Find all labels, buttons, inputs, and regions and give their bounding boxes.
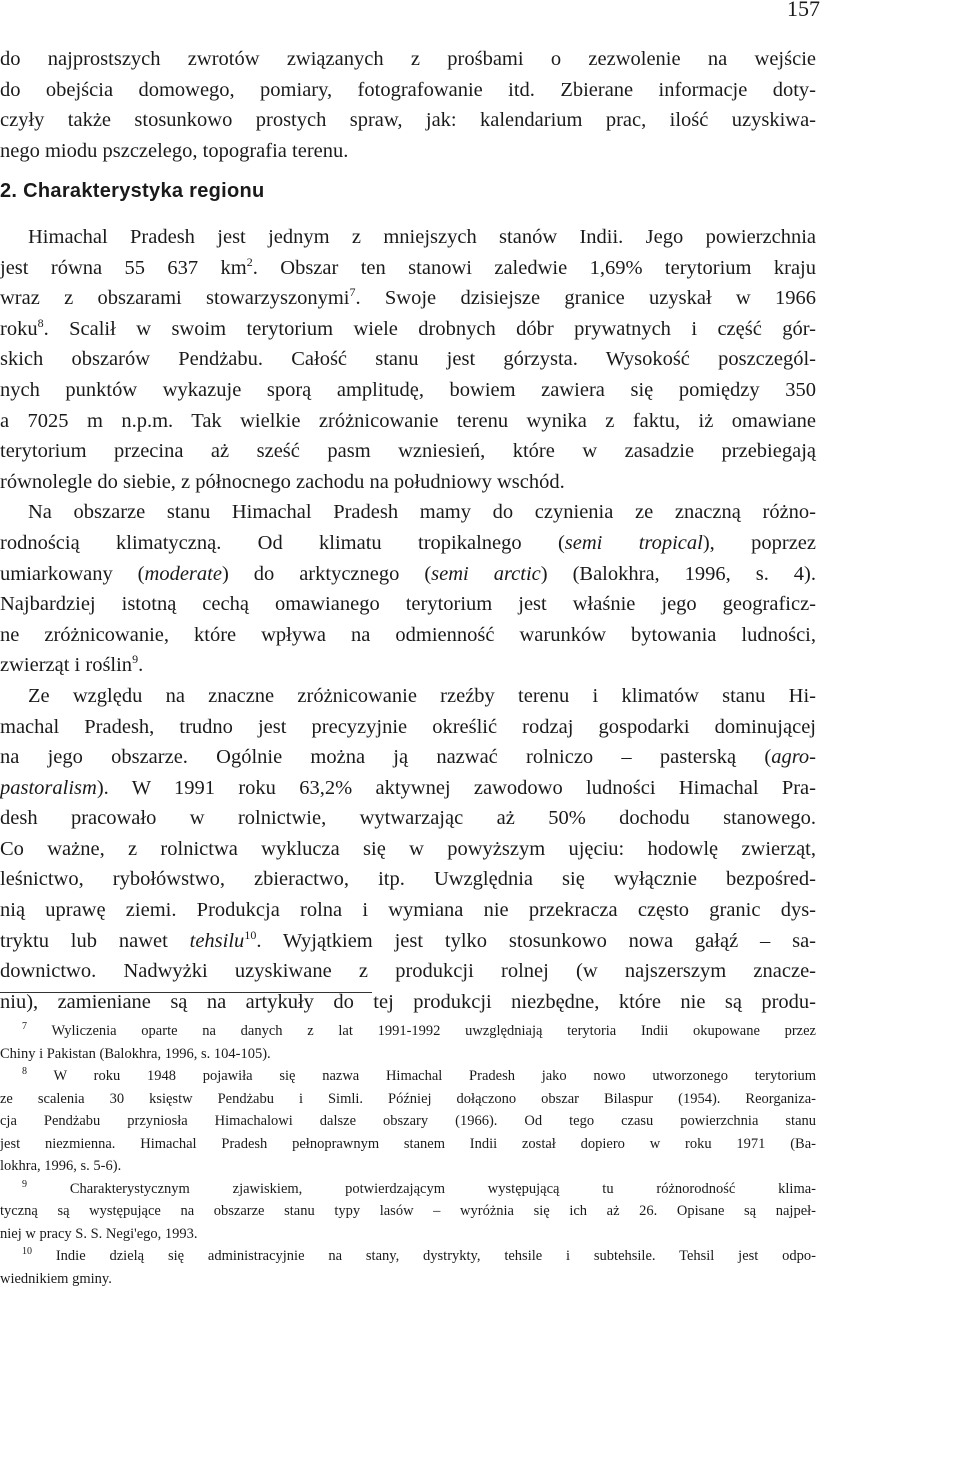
text-line: na jego obszarze. Ogólnie można ją nazwać rolniczo – pasterską (agro-: [0, 746, 816, 769]
footnote-ref: 9: [132, 652, 139, 667]
text-line: Co ważne, z rolnictwa wyklucza się w powyższym ujęciu: hodowlę zwierząt,: [0, 837, 816, 860]
page-number: 157: [787, 0, 820, 21]
text-line: zwierząt i roślin$^9$.: [0, 652, 144, 677]
text-line: pastoralism). W 1991 roku 63,2% aktywnej zawodowo ludności Himachal Pra-: [0, 776, 816, 799]
text-line: do obejścia domowego, pomiary, fotografowanie itd. Zbierane informacje doty-: [0, 78, 816, 101]
text-line: niej w pracy S. S. Negi'ego, 1993.: [0, 1225, 198, 1242]
text-line: skich obszarów Pendżabu. Całość stanu jest górzysta. Wysokość poszczegól-: [0, 348, 816, 371]
text-line: niu), zamieniane są na artykuły do tej produkcji niezbędne, które nie są produ-: [0, 990, 816, 1013]
text-line: czyły także stosunkowo prostych spraw, jak: kalendarium prac, ilość uzyskiwa-: [0, 109, 816, 132]
text-line: nego miodu pszczelego, topografia terenu.: [0, 139, 349, 162]
text-line: wiednikiem gminy.: [0, 1270, 112, 1287]
section-heading: 2. Charakterystyka regionu: [0, 180, 265, 202]
text-line: downictwo. Nadwyżki uzyskiwane z produkcji rolnej (w najszerszym znacze-: [0, 960, 816, 983]
footnote-9: $^9$ Charakterystycznym zjawiskiem, potwierdzającym występującą tu różnorodność klima-: [22, 1178, 816, 1197]
text-line: do najprostszych zwrotów związanych z prośbami o zezwolenie na wejście: [0, 48, 816, 70]
text-line: tryktu lub nawet tehsilu$^{10}$. Wyjątkiem jest tylko stosunkowo nowa gałąź – sa-: [0, 927, 816, 952]
footnote-10: $^{10}$ Indie dzielą się administracyjnie na stany, dystrykty, tehsile i subtehsile. Tehsil jest odpo-: [22, 1246, 816, 1264]
intro-paragraph: [0, 44, 816, 166]
text-line: jest równa 55 637 $km^2$. Obszar ten stanowi zaledwie 1,69% terytorium kraju: [0, 254, 816, 279]
text-line: wraz z obszarami stowarzyszonymi$^7$. Swoje dzisiejsze granice uzyskał w 1966: [0, 285, 817, 310]
footnote-divider: [0, 992, 372, 993]
text-line: leśnictwo, rybołówstwo, zbieractwo, itp. Uwzględnia się wyłącznie bezpośred-: [0, 868, 816, 891]
text-line: rodnością klimatyczną. Od klimatu tropikalnego (semi tropical), poprzez: [0, 531, 816, 554]
text-line: desh pracowało w rolnictwie, wytwarzając aż 50% dochodu stanowego.: [0, 807, 816, 830]
footnote-ref: 10: [244, 927, 257, 942]
text-line: nią uprawę ziemi. Produkcja rolna i wymiana nie przekracza często granic dys-: [0, 899, 816, 922]
text-line: Najbardziej istotną cechą omawianego terytorium jest właśnie jego geograficz-: [0, 593, 816, 616]
text-line: Himachal Pradesh jest jednym z mniejszych stanów Indii. Jego powierzchnia: [28, 226, 816, 248]
text-line: cja Pendżabu przyniosła Himachalowi dalsze obszary (1966). Od tego czasu powierzchnia stanu: [0, 1113, 816, 1129]
text-line: umiarkowany (moderate) do arktycznego (semi arctic) (Balokhra, 1996, s. 4).: [0, 562, 816, 585]
text-line: nych punktów wykazuje sporą amplitudę, bowiem zawiera się pomiędzy 350: [0, 378, 816, 401]
text-line: Chiny i Pakistan (Balokhra, 1996, s. 104-105).: [0, 1045, 271, 1062]
text-line: lokhra, 1996, s. 5-6).: [0, 1158, 122, 1174]
footnote-ref: 7: [349, 285, 356, 300]
footnotes: [0, 1020, 816, 1290]
text-line: ne zróżnicowanie, które wpływa na odmienność warunków bytowania ludności,: [0, 623, 816, 646]
text-line: roku$^8$. Scalił w swoim terytorium wiele drobnych dóbr prywatnych i część gór-: [0, 315, 816, 340]
footnote-8: $^8$ W roku 1948 pojawiła się nazwa Himachal Pradesh jako nowo utworzonego terytorium: [22, 1066, 816, 1084]
text-line: Na obszarze stanu Himachal Pradesh mamy do czynienia ze znaczną różno-: [28, 501, 816, 524]
text-line: jest niezmienna. Himachal Pradesh pełnoprawnym stanem Indii został dopiero w roku 1971 (Ba-: [0, 1135, 816, 1152]
text-line: terytorium przecina aż sześć pasm wzniesień, które w zasadzie przebiegają: [0, 440, 816, 463]
superscript: 2: [246, 254, 253, 269]
footnote-7: $^7$ Wyliczenia oparte na danych z lat 1991-1992 uwzględniają terytoria Indii okupowane przez: [22, 1021, 816, 1039]
text-line: ze scalenia 30 księstw Pendżabu i Simli. Później dołączono obszar Bilaspur (1954). Reorganiza-: [0, 1090, 816, 1107]
body-text: [0, 222, 816, 1017]
text-line: równolegle do siebie, z północnego zachodu na południowy wschód.: [0, 470, 565, 493]
text-line: Ze względu na znaczne zróżnicowanie rzeźby terenu i klimatów stanu Hi-: [28, 684, 816, 707]
text-line: machal Pradesh, trudno jest precyzyjnie określić rodzaj gospodarki dominującej: [0, 715, 816, 738]
text-line: a 7025 m n.p.m. Tak wielkie zróżnicowanie terenu wynika z faktu, iż omawiane: [0, 409, 816, 432]
text-line: tyczną są występujące na obszarze stanu typy lasów – wyróżnia się ich aż 26. Opisane są najpeł-: [0, 1203, 816, 1219]
footnote-ref: 8: [37, 315, 44, 330]
